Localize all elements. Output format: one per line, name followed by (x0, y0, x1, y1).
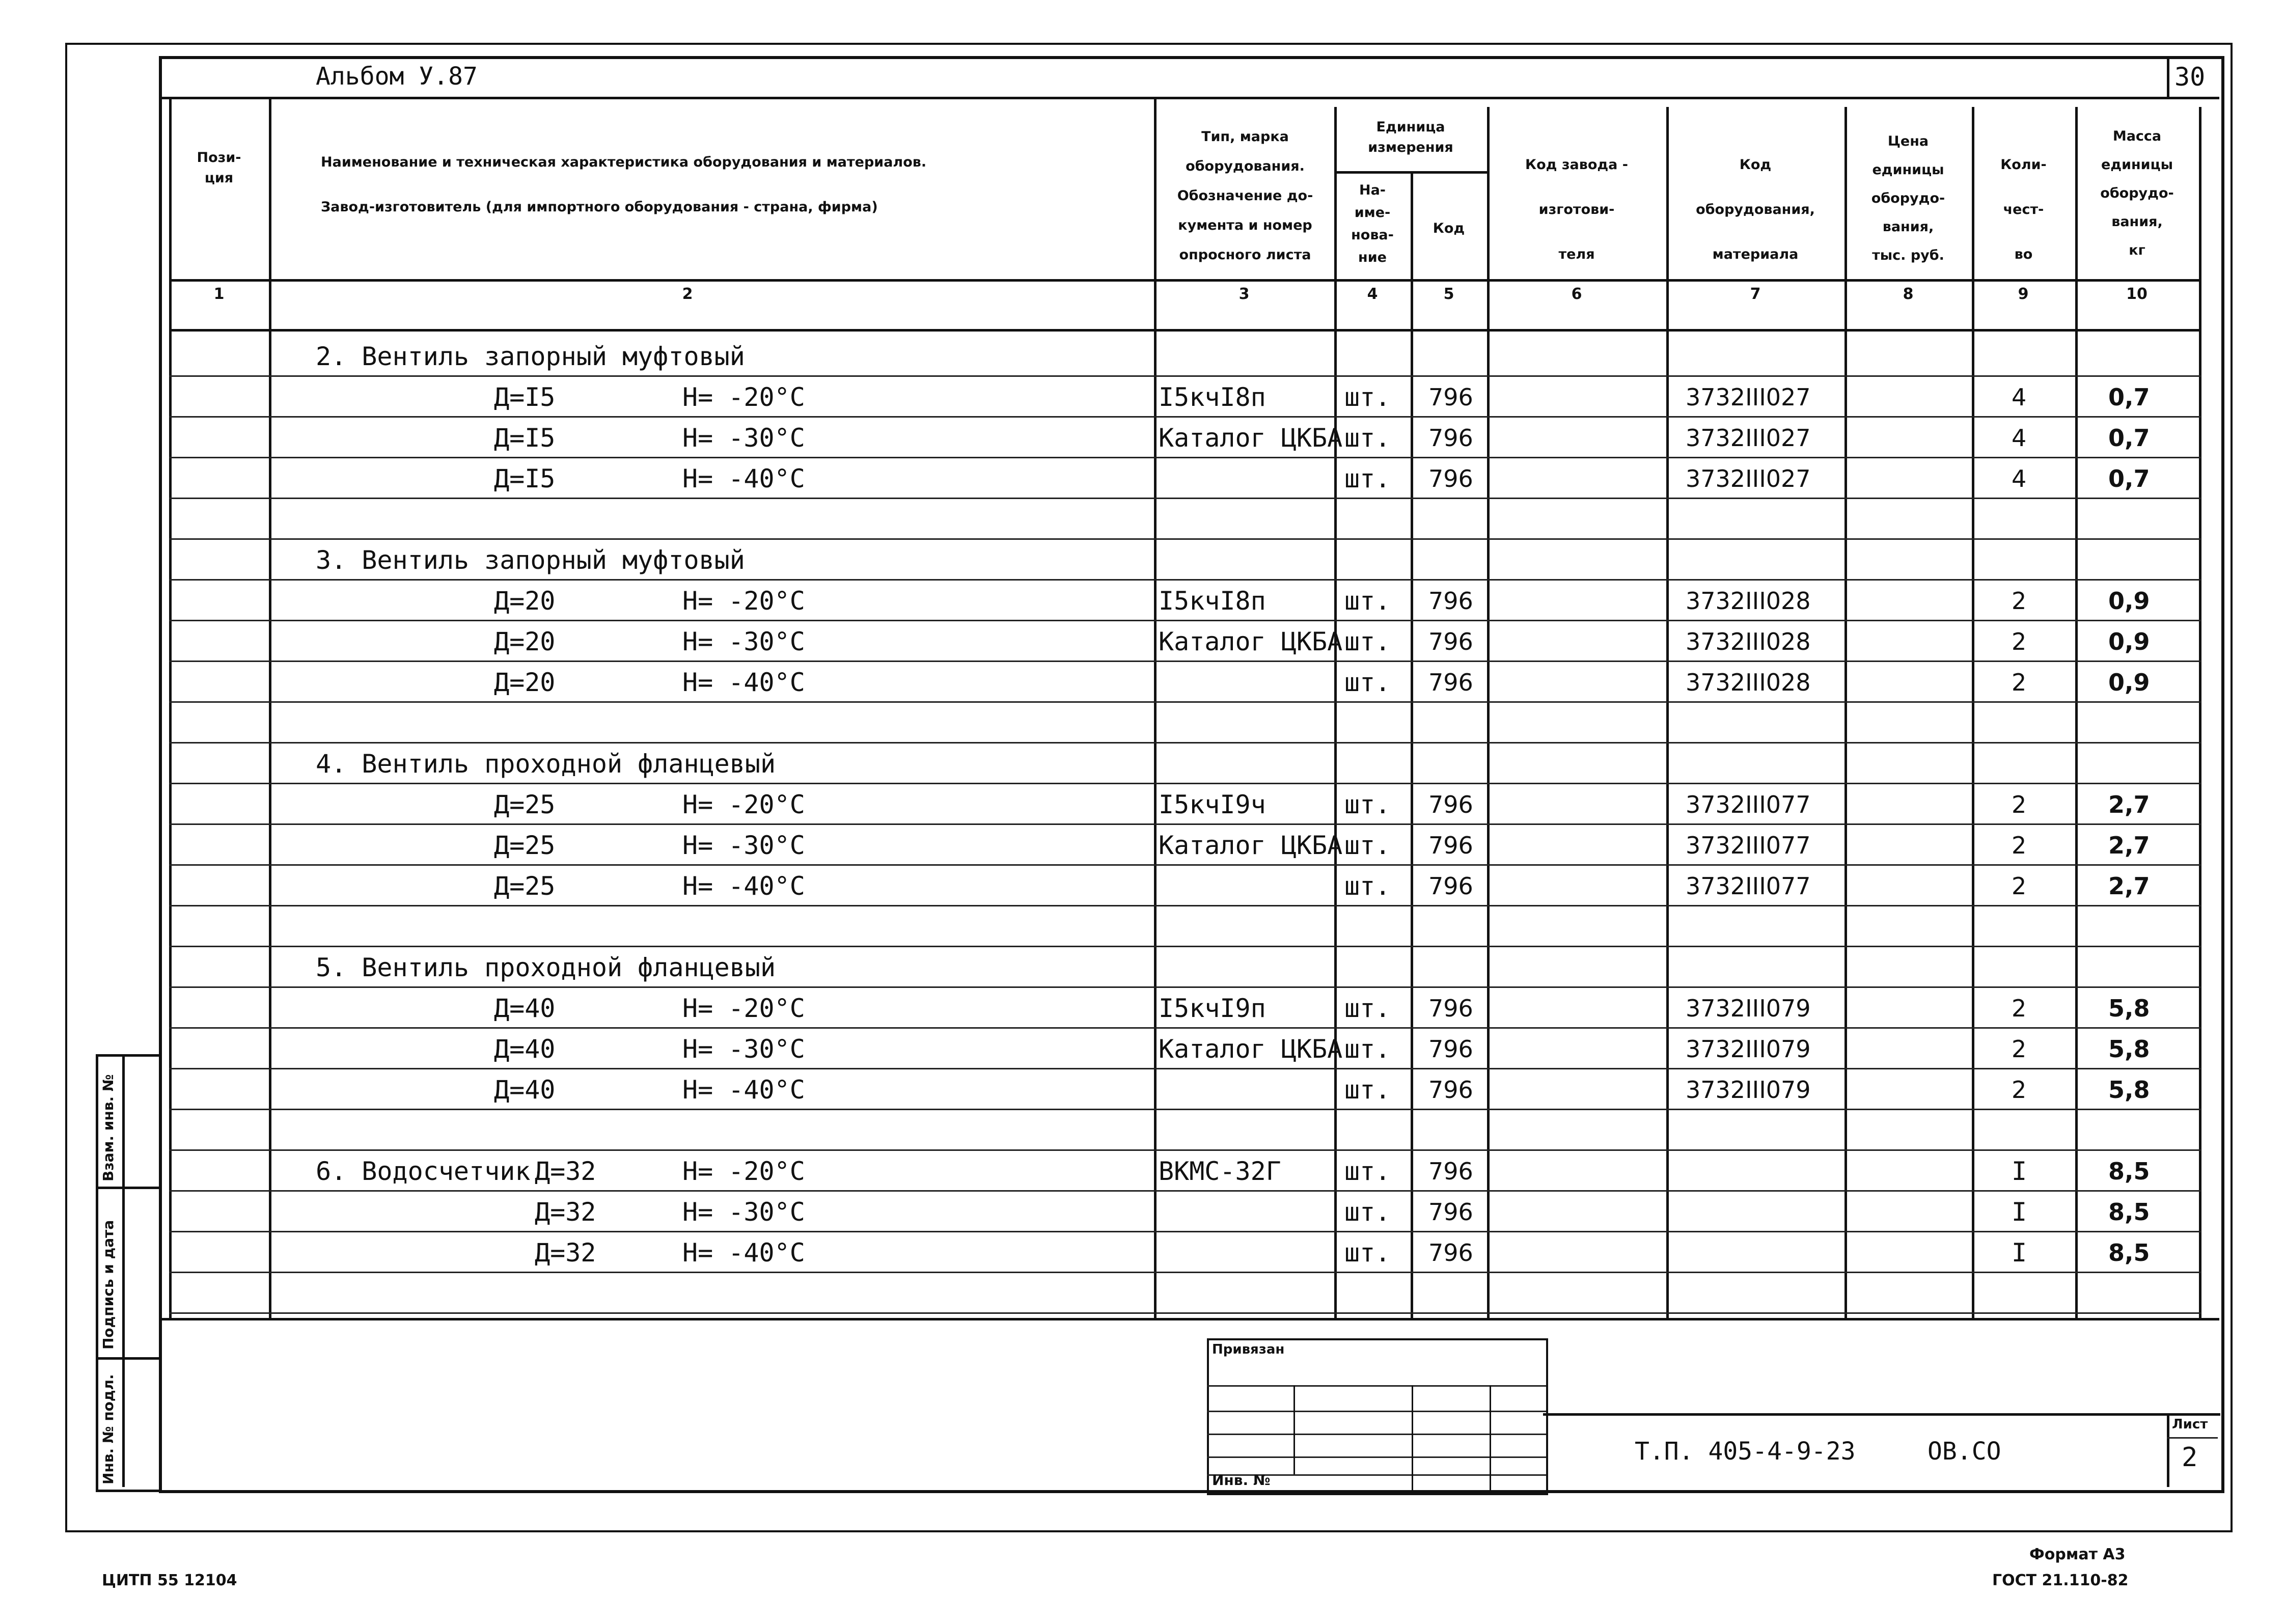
unit-name: шт. (1344, 627, 1391, 656)
equipment-code: 3732III077 (1686, 872, 1811, 900)
quantity: 2 (2012, 832, 2027, 859)
unit-mass: 8,5 (2108, 1239, 2150, 1267)
unit-code: 796 (1428, 587, 1473, 615)
nominal-diameter: Д=I5 (494, 464, 556, 493)
header-factory-code: Код завода - изготови- теля (1525, 157, 1628, 262)
unit-code: 796 (1428, 1076, 1473, 1104)
pressure-temp: H= -30°C (682, 831, 805, 860)
side-label-replace-inv: Взам. инв. № (100, 1074, 117, 1181)
equipment-code: 3732III079 (1686, 1035, 1811, 1063)
row-rule (169, 538, 2201, 540)
quantity: 2 (2012, 1035, 2027, 1063)
unit-name: шт. (1344, 423, 1391, 453)
row-rule (169, 660, 2201, 662)
pressure-temp: H= -40°C (682, 464, 805, 493)
colnum-bottom-line (169, 329, 2201, 332)
binding-stamp-label: Привязан (1212, 1342, 1285, 1357)
unit-mass: 2,7 (2108, 791, 2150, 818)
header-price: Цена единицы оборудо- вания, тыс. руб. (1871, 133, 1945, 263)
row-rule (169, 1272, 2201, 1273)
unit-mass: 5,8 (2108, 1035, 2150, 1063)
group-title: 4. Вентиль проходной фланцевый (316, 749, 776, 779)
quantity: I (2012, 1197, 2027, 1227)
equipment-code: 3732III027 (1686, 424, 1811, 452)
unit-name: шт. (1344, 1034, 1391, 1064)
col-number-9: 9 (2018, 285, 2029, 303)
unit-name: шт. (1344, 1157, 1391, 1186)
side-stamp-rule-2 (96, 1357, 159, 1360)
title-block-sheet-divider (2167, 1413, 2169, 1487)
binding-stamp-col-1 (1293, 1385, 1295, 1474)
pressure-temp: H= -30°C (682, 423, 805, 453)
header-quantity: Коли- чест- во (2000, 157, 2047, 262)
side-stamp-rule-1 (96, 1187, 159, 1189)
col-number-1: 1 (213, 285, 225, 303)
type-designation: Каталог ЦКБА (1159, 831, 1343, 860)
row-rule (169, 864, 2201, 866)
title-block-top (1543, 1413, 2220, 1416)
unit-code: 796 (1428, 1239, 1473, 1267)
sheet-label: Лист (2172, 1417, 2208, 1432)
unit-name: шт. (1344, 790, 1391, 819)
unit-code: 796 (1428, 424, 1473, 452)
nominal-diameter: Д=40 (494, 1034, 556, 1064)
document-code: Т.П. 405-4-9-23 (1635, 1437, 1856, 1466)
unit-name: шт. (1344, 994, 1391, 1023)
nominal-diameter: Д=25 (494, 831, 556, 860)
unit-mass: 0,7 (2108, 465, 2150, 492)
nominal-diameter: Д=40 (494, 994, 556, 1023)
document-suffix: ОВ.СО (1928, 1437, 2001, 1466)
pressure-temp: H= -20°C (682, 382, 805, 412)
equipment-code: 3732III027 (1686, 465, 1811, 492)
header-equipment-code: Код оборудования, материала (1696, 157, 1815, 262)
quantity: 2 (2012, 995, 2027, 1022)
col-number-10: 10 (2126, 285, 2148, 303)
col-line-10 (2075, 107, 2078, 1320)
group-title: 5. Вентиль проходной фланцевый (316, 953, 776, 982)
row-rule (169, 986, 2201, 988)
footer-left-code: ЦИТП 55 12104 (102, 1572, 237, 1589)
row-rule (169, 620, 2201, 621)
quantity: 4 (2012, 383, 2027, 411)
col-number-2: 2 (682, 285, 693, 303)
unit-mass: 0,9 (2108, 587, 2150, 615)
side-stamp-divider (122, 1054, 125, 1487)
binding-stamp-rule-1 (1207, 1385, 1546, 1387)
pressure-temp: H= -30°C (682, 1197, 805, 1227)
equipment-code: 3732III027 (1686, 383, 1811, 411)
quantity: 2 (2012, 628, 2027, 655)
unit-code: 796 (1428, 628, 1473, 655)
unit-name: шт. (1344, 1075, 1391, 1105)
unit-code: 796 (1428, 832, 1473, 859)
header-unit-name: На- име- нова- ние (1351, 182, 1394, 265)
type-designation: I5кчI8п (1159, 586, 1266, 616)
header-bottom-line (169, 279, 2201, 282)
unit-name: шт. (1344, 382, 1391, 412)
quantity: 4 (2012, 424, 2027, 452)
quantity: 2 (2012, 872, 2027, 900)
type-designation: Каталог ЦКБА (1159, 1034, 1343, 1064)
row-rule (169, 783, 2201, 784)
unit-code: 796 (1428, 465, 1473, 492)
inventory-label: Инв. № (1212, 1472, 1271, 1489)
pressure-temp: H= -40°C (682, 1075, 805, 1105)
header-unit: Единица измерения (1368, 119, 1453, 155)
header-name-line2: Завод-изготовитель (для импортного оборудования - страна, фирма) (321, 199, 878, 215)
unit-code: 796 (1428, 1158, 1473, 1185)
col-number-6: 6 (1571, 285, 1582, 303)
unit-mass: 8,5 (2108, 1198, 2150, 1226)
unit-mass: 0,7 (2108, 424, 2150, 452)
side-label-inv-orig: Инв. № подл. (100, 1374, 117, 1484)
col-line-7 (1666, 107, 1669, 1320)
binding-stamp-rule-2 (1207, 1411, 1546, 1412)
row-rule (169, 1190, 2201, 1192)
pressure-temp: H= -30°C (682, 627, 805, 656)
unit-mass: 5,8 (2108, 1076, 2150, 1104)
equipment-code: 3732III028 (1686, 587, 1811, 615)
equipment-code: 3732III079 (1686, 1076, 1811, 1104)
quantity: I (2012, 1238, 2027, 1268)
nominal-diameter: Д=32 (535, 1157, 596, 1186)
unit-mass: 5,8 (2108, 995, 2150, 1022)
type-designation: I5кчI8п (1159, 382, 1266, 412)
row-rule (169, 375, 2201, 377)
footer-format: Формат А3 (2029, 1546, 2126, 1563)
unit-mass: 0,9 (2108, 669, 2150, 696)
nominal-diameter: Д=32 (535, 1197, 596, 1227)
col-line-right (2199, 107, 2201, 1320)
nominal-diameter: Д=I5 (494, 382, 556, 412)
quantity: 4 (2012, 465, 2027, 492)
equipment-code: 3732III077 (1686, 832, 1811, 859)
header-position: Пози- ция (197, 150, 241, 186)
nominal-diameter: Д=I5 (494, 423, 556, 453)
unit-name: шт. (1344, 464, 1391, 493)
pressure-temp: H= -20°C (682, 994, 805, 1023)
nominal-diameter: Д=40 (494, 1075, 556, 1105)
nominal-diameter: Д=20 (494, 668, 556, 697)
unit-name: шт. (1344, 871, 1391, 901)
sheet-number-top: 30 (2174, 62, 2206, 92)
col-number-5: 5 (1443, 285, 1454, 303)
col-number-4: 4 (1367, 285, 1378, 303)
pressure-temp: H= -20°C (682, 1157, 805, 1186)
unit-code: 796 (1428, 872, 1473, 900)
quantity: 2 (2012, 791, 2027, 818)
row-rule (169, 498, 2201, 499)
type-designation: Каталог ЦКБА (1159, 423, 1343, 453)
nominal-diameter: Д=20 (494, 586, 556, 616)
side-label-sign-date: Подпись и дата (100, 1220, 117, 1350)
pressure-temp: H= -20°C (682, 586, 805, 616)
unit-code: 796 (1428, 791, 1473, 818)
header-type: Тип, марка оборудования. Обозначение до- кумента и номер опросного листа (1177, 129, 1313, 263)
row-rule (169, 823, 2201, 825)
type-designation: Каталог ЦКБА (1159, 627, 1343, 656)
row-rule (169, 1068, 2201, 1069)
header-name-line1: Наименование и техническая характеристика оборудования и материалов. (321, 154, 927, 170)
type-designation: I5кчI9п (1159, 994, 1266, 1023)
sheet-box-divider (2167, 56, 2169, 99)
row-rule (169, 1231, 2201, 1232)
nominal-diameter: Д=25 (494, 871, 556, 901)
table-bottom-line (159, 1318, 2219, 1320)
unit-code: 796 (1428, 1035, 1473, 1063)
unit-mass: 2,7 (2108, 872, 2150, 900)
equipment-code: 3732III028 (1686, 628, 1811, 655)
row-rule (169, 1027, 2201, 1029)
unit-mass: 2,7 (2108, 832, 2150, 859)
equipment-code: 3732III028 (1686, 669, 1811, 696)
unit-name: шт. (1344, 1238, 1391, 1268)
row-rule (169, 742, 2201, 744)
unit-name: шт. (1344, 586, 1391, 616)
row-rule (169, 416, 2201, 418)
col-number-8: 8 (1903, 285, 1914, 303)
type-designation: ВКМС-32Г (1159, 1157, 1281, 1186)
type-designation: I5кчI9ч (1159, 790, 1266, 819)
col-line-6 (1487, 107, 1490, 1320)
unit-name: шт. (1344, 1197, 1391, 1227)
binding-stamp-col-2 (1412, 1385, 1413, 1492)
col-number-3: 3 (1238, 285, 1250, 303)
row-rule (169, 905, 2201, 906)
group-title: 3. Вентиль запорный муфтовый (316, 545, 745, 575)
header-unit-code: Код (1433, 221, 1465, 236)
col-line-4 (1334, 107, 1337, 1320)
quantity: 2 (2012, 587, 2027, 615)
pressure-temp: H= -20°C (682, 790, 805, 819)
pressure-temp: H= -40°C (682, 1238, 805, 1268)
unit-mass: 8,5 (2108, 1158, 2150, 1185)
unit-code: 796 (1428, 669, 1473, 696)
row-rule (169, 946, 2201, 947)
col-line-9 (1972, 107, 1974, 1320)
row-rule (169, 1149, 2201, 1151)
equipment-code: 3732III079 (1686, 995, 1811, 1022)
col-line-5 (1411, 173, 1413, 1320)
equipment-code: 3732III077 (1686, 791, 1811, 818)
unit-code: 796 (1428, 383, 1473, 411)
nominal-diameter: Д=25 (494, 790, 556, 819)
unit-header-split (1334, 171, 1487, 174)
title-block-sheet-rule (2167, 1437, 2218, 1439)
album-title: Альбом У.87 (316, 62, 478, 91)
header-mass: Масса единицы оборудо- вания, кг (2100, 128, 2174, 258)
pressure-temp: H= -40°C (682, 668, 805, 697)
unit-name: шт. (1344, 831, 1391, 860)
unit-code: 796 (1428, 1198, 1473, 1226)
row-rule (169, 457, 2201, 458)
unit-code: 796 (1428, 995, 1473, 1022)
col-line-8 (1844, 107, 1847, 1320)
nominal-diameter: Д=20 (494, 627, 556, 656)
footer-gost: ГОСТ 21.110-82 (1992, 1572, 2129, 1589)
unit-mass: 0,9 (2108, 628, 2150, 655)
row-rule (169, 1109, 2201, 1110)
binding-stamp-rule-3 (1207, 1434, 1546, 1435)
nominal-diameter: Д=32 (535, 1238, 596, 1268)
pressure-temp: H= -40°C (682, 871, 805, 901)
col-number-7: 7 (1750, 285, 1761, 303)
binding-stamp-rule-4 (1207, 1456, 1546, 1458)
sheet-value: 2 (2182, 1442, 2198, 1473)
unit-name: шт. (1344, 668, 1391, 697)
quantity: 2 (2012, 669, 2027, 696)
title-band-line (162, 97, 2219, 99)
group-title: 6. Водосчетчик (316, 1157, 531, 1186)
row-rule (169, 701, 2201, 703)
unit-mass: 0,7 (2108, 383, 2150, 411)
group-title: 2. Вентиль запорный муфтовый (316, 342, 745, 371)
binding-stamp-col-3 (1490, 1385, 1491, 1492)
row-rule (169, 579, 2201, 581)
pressure-temp: H= -30°C (682, 1034, 805, 1064)
row-rule (169, 1312, 2201, 1314)
quantity: I (2012, 1157, 2027, 1186)
quantity: 2 (2012, 1076, 2027, 1104)
